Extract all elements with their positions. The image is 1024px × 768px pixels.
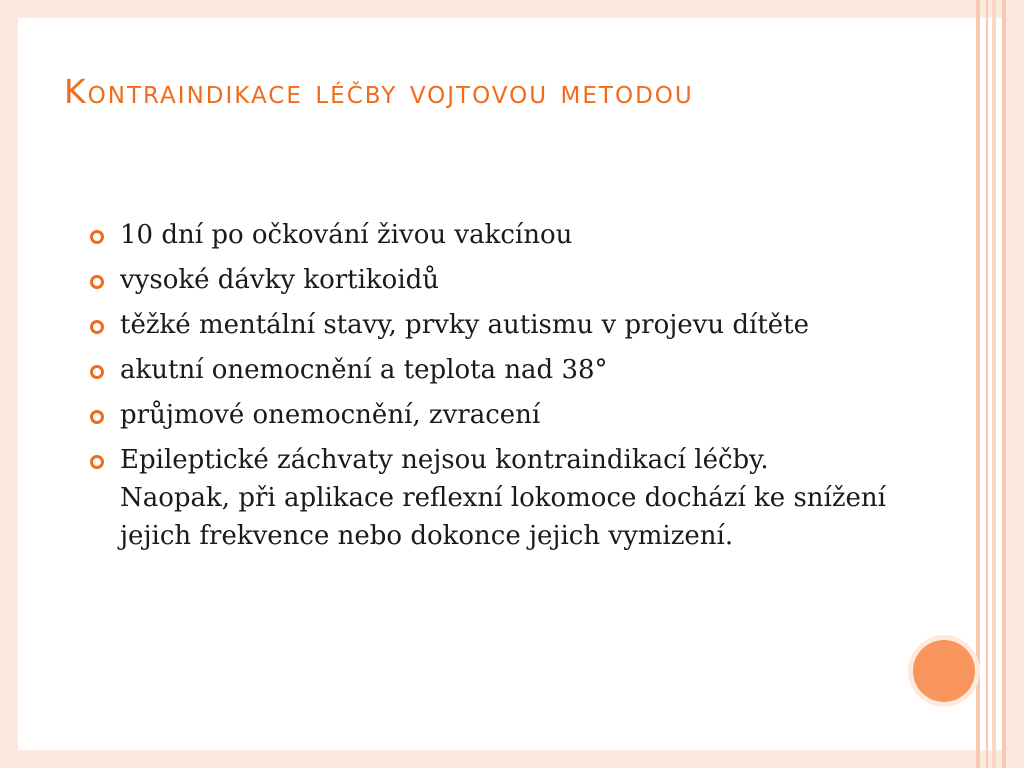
bullet-icon [90,320,104,334]
bullet-item [86,261,886,299]
stripe [976,0,980,768]
bullet-text: těžké mentální stavy, prvky autismu v projevu dítěte [120,310,809,340]
bullet-icon [90,365,104,379]
slide-title: Kontraindikace léčby vojtovou metodou [64,72,694,111]
stripe [992,0,996,768]
bullet-item [86,351,886,389]
bullet-item [86,216,886,254]
bullet-icon [90,230,104,244]
bullet-text: průjmové onemocnění, zvracení [120,400,541,430]
decorative-circle [913,640,975,702]
stripe [986,0,988,768]
bullet-text: akutní onemocnění a teplota nad 38° [120,355,608,385]
decorative-stripes [976,0,1024,768]
stripe [1002,0,1006,768]
bullet-icon [90,275,104,289]
bullet-item [86,306,886,344]
bullet-list [86,216,886,562]
bullet-text: vysoké dávky kortikoidů [120,265,440,295]
bullet-icon [90,455,104,469]
bullet-icon [90,410,104,424]
bullet-item [86,441,886,555]
bullet-item [86,396,886,434]
bullet-text: 10 dní po očkování živou vakcínou [120,220,573,250]
bullet-text: Epileptické záchvaty nejsou kontraindikací léčby. Naopak, při aplikace reflexní lokomoce dochází ke snížení jejich frekvence nebo dokonce jejich vymizení. [120,445,886,551]
